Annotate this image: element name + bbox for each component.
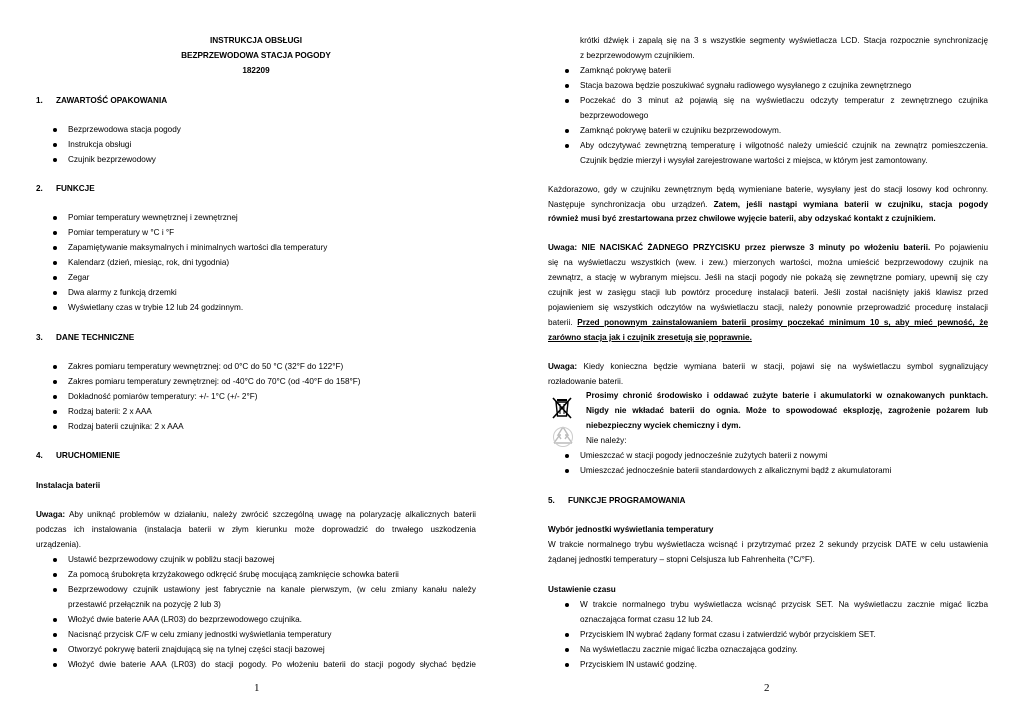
list-item-continued: krótki dźwięk i zapalą się na 3 s wszystkie segmenty wyświetlacza LCD. Stacja rozpocznie synchronizację <box>580 36 988 45</box>
bullet-dot <box>53 261 57 265</box>
list-item: Zamknąć pokrywę baterii <box>580 66 672 75</box>
paragraph-line: zewnątrz, a stację w wybranym miejscu. Jeśli na stacji pogody nie pokażą się zewnętrzne pomiary, upewnij się czy <box>548 273 988 282</box>
paragraph-line: się na wyświetlaczu wszystkich (wew. i zew.) mierzonych wartości, można umieścić bezprzewodowy czujnik na <box>548 258 988 267</box>
list-item: Umieszczać jednocześnie baterii standardowych z alkalicznymi bądź z akumulatorami <box>580 466 892 475</box>
page-number: 2 <box>764 682 770 694</box>
subsection-title: Ustawienie czasu <box>548 585 616 594</box>
section-title: FUNKCJE <box>56 184 95 193</box>
bullet-dot <box>53 143 57 147</box>
paragraph-line: pojawieniem się wszystkich odczytów na wyświetlaczu stacji, należy ponownie przeprowadzić procedurę instalacji <box>548 303 988 312</box>
paragraph-line: baterii. Przed ponownym zainstalowaniem baterii prosimy poczekać minimum 10 s, aby mieć pewność, że <box>548 318 988 327</box>
recycle-icon <box>551 425 575 449</box>
bullet-dot <box>565 69 569 73</box>
list-item: W trakcie normalnego trybu wyświetlacza wcisnąć przycisk SET. Na wyświetlaczu zacznie migać liczba <box>580 600 988 609</box>
list-item: bezprzewodowego <box>580 111 649 120</box>
paragraph-line: urządzenia). <box>36 540 82 549</box>
bullet-dot <box>565 469 569 473</box>
section-2-heading <box>36 184 476 194</box>
list-item: Umieszczać w stacji pogody jednocześnie zużytych baterii z nowymi <box>580 451 828 460</box>
eco-warning-line: Nigdy nie wkładać baterii do ognia. Może to spowodować eksplozję, zagrożenie pożarem lub <box>586 406 988 415</box>
bullet-dot <box>53 231 57 235</box>
list-item: Wyświetlany czas w trybie 12 lub 24 godzinnym. <box>68 303 244 312</box>
bullet-dot <box>565 99 569 103</box>
paragraph-line: rozładowanie baterii. <box>548 377 624 386</box>
paragraph-line: zarówno stacja jak i czujnik zresetują się poprawnie. <box>548 333 752 342</box>
product-code: 182209 <box>242 66 270 75</box>
bullet-dot <box>53 380 57 384</box>
list-item: Zapamiętywanie maksymalnych i minimalnych wartości dla temperatury <box>68 243 328 252</box>
bullet-dot <box>53 128 57 132</box>
paragraph-line: Uwaga: Kiedy konieczna będzie wymiana baterii w stacji, pojawi się na wyświetlaczu symbol sygnalizujący <box>548 362 989 371</box>
eco-warning-line: Prosimy chronić środowisko i oddawać zużyte baterie i akumulatorki w oznakowanych punktach. <box>586 391 988 400</box>
subsection-title: Wybór jednostki wyświetlania temperatury <box>548 525 714 534</box>
bullet-dot <box>53 663 57 667</box>
page-1 <box>36 0 476 724</box>
eco-warning-line: niebezpieczny wyciek chemiczny i dym. <box>586 421 741 430</box>
bullet-dot <box>53 158 57 162</box>
bullet-dot <box>53 395 57 399</box>
bullet-dot <box>53 365 57 369</box>
list-item: Zakres pomiaru temperatury zewnętrznej: od -40°C do 70°C (od -40°F do 158°F) <box>68 377 361 386</box>
section-title: DANE TECHNICZNE <box>56 333 135 342</box>
list-item: Zegar <box>68 273 90 282</box>
bullet-dot <box>53 246 57 250</box>
list-item: Przyciskiem IN wybrać żądany format czasu i zatwierdzić wybór przyciskiem SET. <box>580 630 876 639</box>
list-item: Zakres pomiaru temperatury wewnętrznej: od 0°C do 50 °C (32°F do 122°F) <box>68 362 344 371</box>
section-title: FUNKCJE PROGRAMOWANIA <box>568 496 686 505</box>
list-item: Dokładność pomiarów temperatury: +/- 1°C (+/- 2°F) <box>68 392 258 401</box>
bullet-dot <box>53 425 57 429</box>
bullet-dot <box>53 633 57 637</box>
paragraph-line: W trakcie normalnego trybu wyświetlacza wcisnąć i przytrzymać przez 2 sekundy przycisk DATE w celu ustawienia <box>548 540 988 549</box>
bullet-dot <box>565 84 569 88</box>
list-item: Czujnik będzie mierzył i wysyłał zarejestrowane wartości z miejsca, w którym jest zamontowany. <box>580 156 928 165</box>
section-number: 2. <box>36 184 43 193</box>
section-3-heading <box>36 333 476 343</box>
section-1-heading <box>36 96 476 106</box>
bullet-dot <box>565 633 569 637</box>
list-item: Kalendarz (dzień, miesiąc, rok, dni tygodnia) <box>68 258 230 267</box>
bullet-dot <box>565 603 569 607</box>
bullet-dot <box>53 291 57 295</box>
paragraph-line: żądanej jednostki temperatury – stopni Celsjusza lub Fahrenheita (°C/°F). <box>548 555 815 564</box>
doc-subtitle: BEZPRZEWODOWA STACJA POGODY <box>181 51 331 60</box>
list-item: Pomiar temperatury wewnętrznej i zewnętrznej <box>68 213 238 222</box>
bullet-dot <box>53 618 57 622</box>
list-item: Rodzaj baterii czujnika: 2 x AAA <box>68 422 184 431</box>
eco-warning-line: Nie należy: <box>586 436 627 445</box>
bullet-dot <box>53 588 57 592</box>
list-item: Ustawić bezprzewodowy czujnik w pobliżu stacji bazowej <box>68 555 275 564</box>
list-item: Pomiar temperatury w °C i °F <box>68 228 175 237</box>
list-item: Instrukcja obsługi <box>68 140 132 149</box>
list-item: Dwa alarmy z funkcją drzemki <box>68 288 177 297</box>
paragraph-line: Każdorazowo, gdy w czujniku zewnętrznym będą wymieniane baterie, wysyłany jest do stacji losowy kod ochronny. <box>548 185 988 194</box>
bullet-dot <box>565 663 569 667</box>
section-number: 3. <box>36 333 43 342</box>
section-title: ZAWARTOŚĆ OPAKOWANIA <box>56 96 168 105</box>
section-4-heading <box>36 451 476 461</box>
paragraph-line: Uwaga: Aby uniknąć problemów w działaniu, należy zwrócić szczególną uwagę na polaryzację alkalicznych baterii <box>36 510 476 519</box>
bullet-dot <box>565 648 569 652</box>
list-item: Zamknąć pokrywę baterii w czujniku bezprzewodowym. <box>580 126 782 135</box>
list-item: Stacja bazowa będzie poszukiwać sygnału radiowego wysyłanego z czujnika zewnętrznego <box>580 81 912 90</box>
paragraph-line: Uwaga: NIE NACISKAĆ ŻADNEGO PRZYCISKU przez pierwsze 3 minuty po włożeniu baterii. Po pojawieniu <box>548 243 989 252</box>
bullet-dot <box>53 648 57 652</box>
subsection-title: Instalacja baterii <box>36 481 101 490</box>
list-item-continued: z bezprzewodowym czujnikiem. <box>580 51 695 60</box>
list-item: Poczekać do 3 minut aż pojawią się na wyświetlaczu odczyty temperatur z zewnętrznego czujnika <box>580 96 988 105</box>
bullet-dot <box>53 276 57 280</box>
bullet-dot <box>53 410 57 414</box>
list-item: Przyciskiem IN ustawić godzinę. <box>580 660 697 669</box>
page-number: 1 <box>254 682 260 694</box>
section-number: 5. <box>548 496 555 505</box>
bullet-dot <box>565 129 569 133</box>
list-item: Włożyć dwie baterie AAA (LR03) do bezprzewodowego czujnika. <box>68 615 302 624</box>
list-item: oznaczająca format czasu 12 lub 24. <box>580 615 713 624</box>
bullet-dot <box>53 573 57 577</box>
list-item: Za pomocą śrubokręta krzyżakowego odkręcić śrubę mocującą zamknięcie schowka baterii <box>68 570 399 579</box>
bullet-dot <box>53 558 57 562</box>
doc-title: INSTRUKCJA OBSŁUGI <box>209 36 303 45</box>
paragraph-line: podczas ich instalowania (instalacja baterii w złym kierunku może doprowadzić do trwałego uszkodzenia <box>36 525 476 534</box>
list-item: Rodzaj baterii: 2 x AAA <box>68 407 152 416</box>
list-item: przestawić przełącznik na pozycję 2 lub 3) <box>68 600 221 609</box>
list-item: Włożyć dwie baterie AAA (LR03) do stacji pogody. Po włożeniu baterii do stacji pogody słychać będzie <box>68 660 476 669</box>
list-item: Bezprzewodowy czujnik ustawiony jest fabrycznie na kanale pierwszym, (w celu zmiany kanału należy <box>68 585 476 594</box>
section-number: 1. <box>36 96 43 105</box>
section-title: URUCHOMIENIE <box>56 451 121 460</box>
list-item: Aby odczytywać zewnętrzną temperaturę i wilgotność należy umieścić czujnik na zewnątrz pomieszczenia. <box>580 141 988 150</box>
paragraph-line: Następuje synchronizacja obu urządzeń. Zatem, jeśli nastąpi wymiana baterii w czujniku, stacja pogody <box>548 200 989 209</box>
bullet-dot <box>53 216 57 220</box>
section-5-heading <box>548 496 988 506</box>
paragraph-line: również musi być zrestartowana przez chwilowe wyjęcie baterii, aby odzyskać kontakt z czujnikiem. <box>548 214 936 223</box>
list-item: Bezprzewodowa stacja pogody <box>68 125 181 134</box>
paragraph-line: czujnik jest w zasięgu stacji lub powtórz procedurę instalacji baterii. Jeśli został naciśnięty jakiś klawisz przed <box>548 288 988 297</box>
bullet-dot <box>53 306 57 310</box>
list-item: Otworzyć pokrywę baterii znajdującą się na tylnej części stacji bazowej <box>68 645 325 654</box>
list-item: Na wyświetlaczu zacznie migać liczba oznaczająca godziny. <box>580 645 798 654</box>
section-number: 4. <box>36 451 43 460</box>
bullet-dot <box>565 144 569 148</box>
list-item: Czujnik bezprzewodowy <box>68 155 156 164</box>
list-item: Nacisnąć przycisk C/F w celu zmiany jednostki wyświetlania temperatury <box>68 630 332 639</box>
page-2 <box>548 0 988 724</box>
bullet-dot <box>565 454 569 458</box>
crossed-bin-icon <box>551 396 573 422</box>
